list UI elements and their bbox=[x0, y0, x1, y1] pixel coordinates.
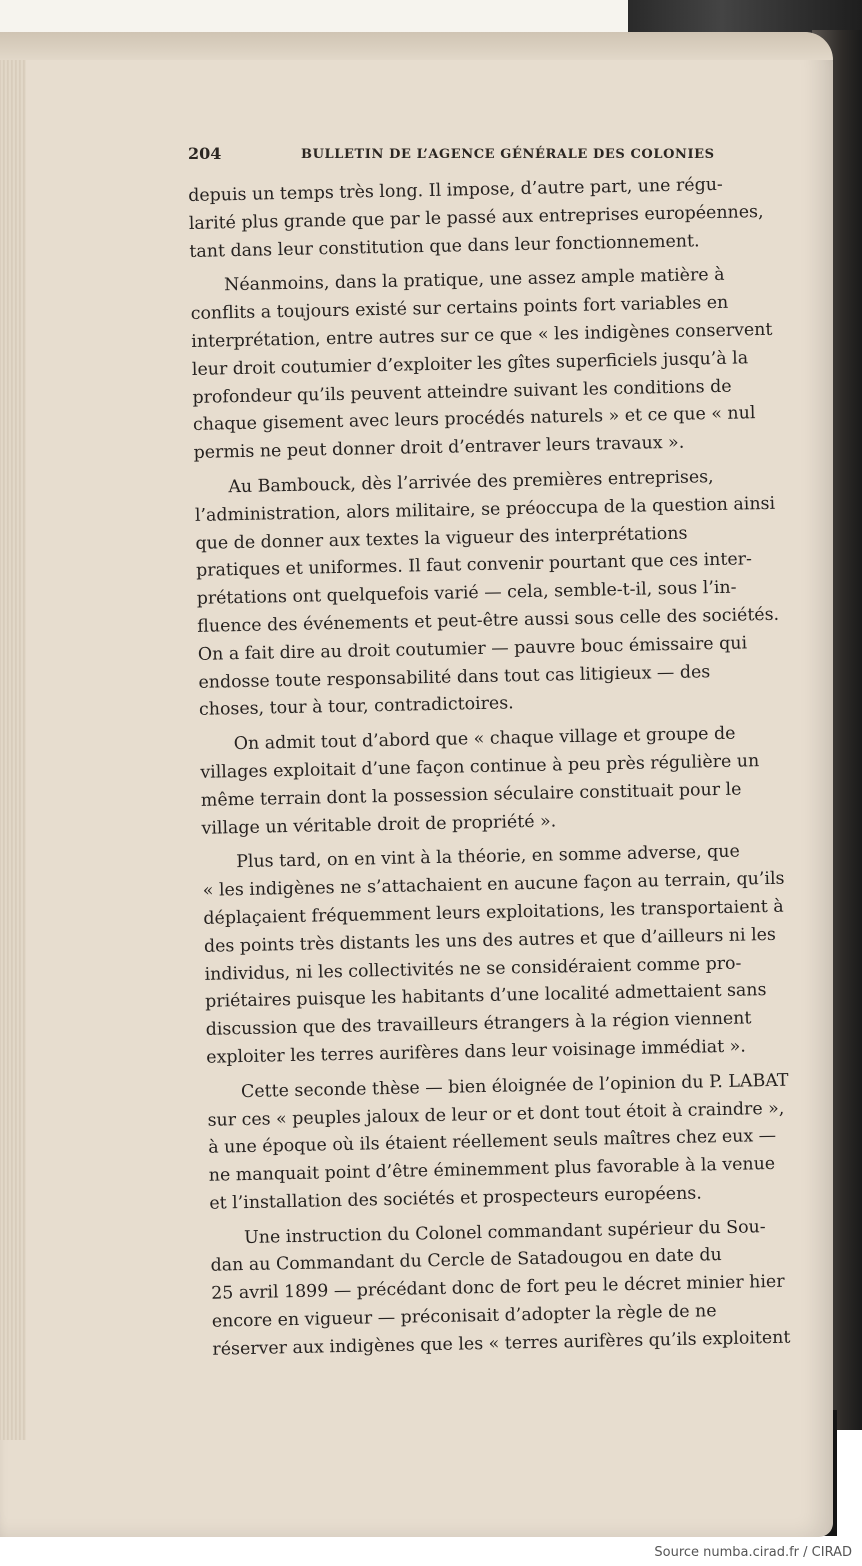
text-line: « les indigènes ne s’attachaient en aucune façon au terrain, qu’ils bbox=[202, 868, 785, 901]
text-line: tant dans leur constitution que dans leur fonctionnement. bbox=[189, 230, 700, 262]
text-line: l’administration, alors militaire, se préoccupa de la question ainsi bbox=[194, 493, 776, 526]
text-line: réserver aux indigènes que les « terres aurifères qu’ils exploitent bbox=[212, 1327, 791, 1360]
text-line: depuis un temps très long. Il impose, d’autre part, une régu- bbox=[188, 174, 724, 206]
text-line: dan au Commandant du Cercle de Satadougou en date du bbox=[210, 1245, 722, 1277]
text-line: villages exploitait d’une façon continue à peu près régulière un bbox=[200, 751, 760, 783]
text-line: profondeur qu’ils peuvent atteindre suivant les conditions de bbox=[192, 376, 732, 408]
text-line: On a fait dire au droit coutumier — pauvre bouc émissaire qui bbox=[197, 633, 748, 665]
text-line: Au Bambouck, dès l’arrivée des premières entreprises, bbox=[228, 467, 714, 498]
text-line: choses, tour à tour, contradictoires. bbox=[198, 693, 514, 721]
text-line: déplaçaient fréquemment leurs exploitations, les transportaient à bbox=[203, 896, 784, 929]
paragraph bbox=[188, 171, 770, 267]
text-line: conflits a toujours existé sur certains points fort variables en bbox=[190, 292, 729, 325]
page-header bbox=[188, 144, 728, 168]
text-line: Cette seconde thèse — bien éloignée de l’opinion du P. LABAT bbox=[240, 1070, 789, 1102]
paragraph bbox=[194, 463, 779, 725]
text-line: Une instruction du Colonel commandant supérieur du Sou- bbox=[243, 1216, 766, 1248]
text-line: Plus tard, on en vint à la théorie, en somme adverse, que bbox=[236, 841, 741, 873]
text-line: discussion que des travailleurs étrangers à la région viennent bbox=[205, 1008, 752, 1040]
text-line: que de donner aux textes la vigueur des interprétations bbox=[195, 523, 688, 554]
text-line: 25 avril 1899 — précédant donc de fort peu le décret minier hier bbox=[211, 1272, 785, 1305]
text-line: encore en vigueur — préconisait d’adopter la règle de ne bbox=[211, 1301, 717, 1332]
text-line: endosse toute responsabilité dans tout cas litigieux — des bbox=[198, 661, 711, 693]
paragraph bbox=[210, 1213, 793, 1364]
body-text bbox=[188, 171, 793, 1372]
text-line: leur droit coutumier d’exploiter les gîtes superficiels jusqu’à la bbox=[191, 348, 749, 380]
text-line: prétations ont quelquefois varié — cela, semble-t-il, sous l’in- bbox=[196, 577, 737, 610]
text-line: interprétation, entre autres sur ce que « les indigènes conservent bbox=[191, 319, 773, 352]
text-line: village un véritable droit de propriété ». bbox=[201, 810, 557, 839]
text-line: des points très distants les uns des autres et que d’ailleurs ni les bbox=[203, 924, 777, 957]
text-line: fluence des événements et peut-être aussi sous celle des sociétés. bbox=[197, 604, 780, 637]
text-line: permis ne peut donner droit d’entraver leurs travaux ». bbox=[193, 432, 685, 464]
text-line: priétaires puisque les habitants d’une localité admettaient sans bbox=[204, 980, 767, 1013]
running-title: BULLETIN DE L’AGENCE GÉNÉRALE DES COLONIES bbox=[301, 147, 715, 162]
source-credit: Source numba.cirad.fr / CIRAD bbox=[654, 1545, 852, 1560]
text-line: chaque gisement avec leurs procédés naturels » et ce que « nul bbox=[192, 403, 756, 436]
paragraph bbox=[200, 720, 782, 843]
text-line: larité plus grande que par le passé aux entreprises européennes, bbox=[188, 201, 764, 234]
text-line: individus, ni les collectivités ne se considéraient comme pro- bbox=[204, 953, 742, 985]
text-line: pratiques et uniformes. Il faut convenir pourtant que ces inter- bbox=[195, 549, 753, 582]
page-top-curve bbox=[0, 32, 833, 60]
text-line: exploiter les terres aurifères dans leur voisinage immédiat ». bbox=[206, 1036, 747, 1068]
text-line: et l’installation des sociétés et prospecteurs européens. bbox=[209, 1183, 702, 1214]
text-line: On admit tout d’abord que « chaque village et groupe de bbox=[233, 723, 736, 755]
text-line: sur ces « peuples jaloux de leur or et dont tout étoit à craindre », bbox=[207, 1098, 785, 1131]
text-line: ne manquait point d’être éminemment plus favorable à la venue bbox=[208, 1154, 776, 1186]
page-number: 204 bbox=[188, 144, 222, 163]
paragraph bbox=[190, 261, 774, 468]
text-line: à une époque où ils étaient réellement seuls maîtres chez eux — bbox=[208, 1126, 777, 1159]
paragraph bbox=[207, 1067, 790, 1218]
text-line: même terrain dont la possession séculaire constituait pour le bbox=[200, 779, 742, 811]
text-line: Néanmoins, dans la pratique, une assez ample matière à bbox=[223, 265, 725, 296]
page-stack-edge bbox=[0, 60, 26, 1440]
paragraph bbox=[202, 838, 787, 1072]
